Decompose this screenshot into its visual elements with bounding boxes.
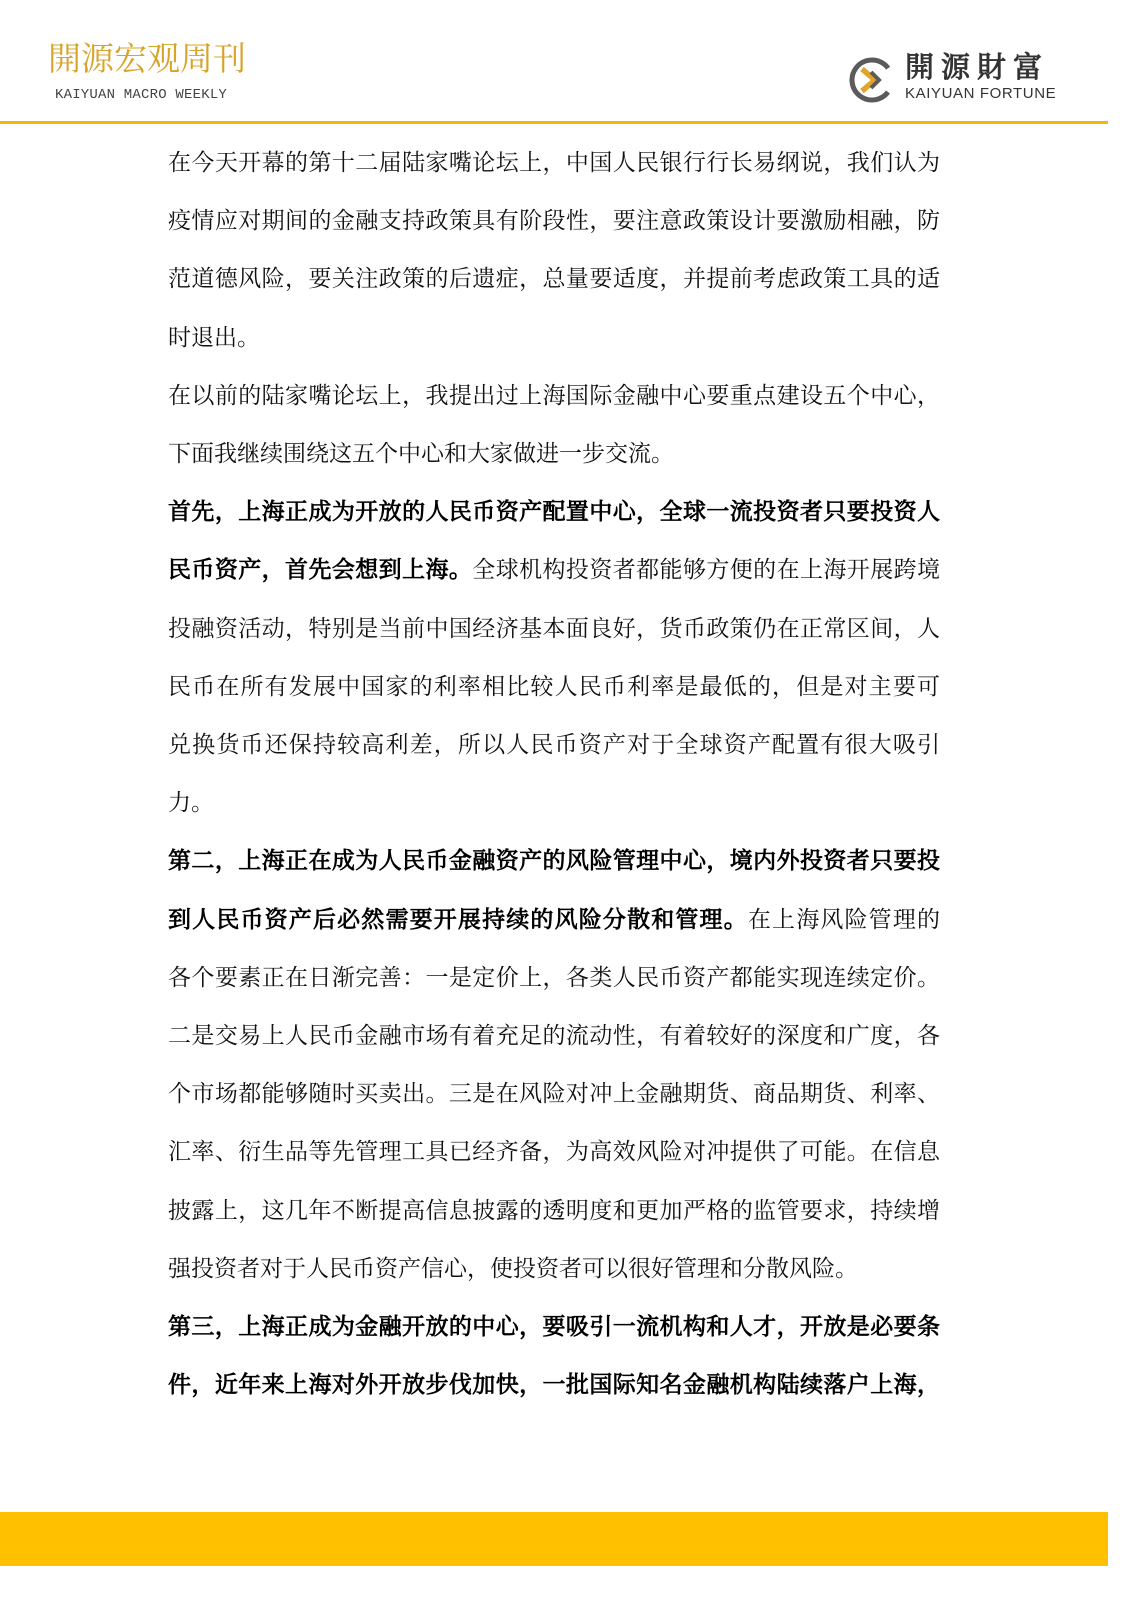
body-text: 各个要素正在日渐完善：一是定价上，各类人民币资产都能实现连续定价。 xyxy=(168,964,940,991)
body-text: 二是交易上人民币金融市场有着充足的流动性，有着较好的深度和广度，各 xyxy=(168,1023,940,1050)
text-line xyxy=(168,1123,940,1181)
text-line xyxy=(168,949,940,1007)
report-title: 開源宏观周刊 xyxy=(48,39,246,78)
kaiyuan-emblem-icon xyxy=(848,56,896,104)
report-subtitle: KAIYUAN MACRO WEEKLY xyxy=(55,87,228,103)
text-line xyxy=(168,658,940,716)
text-line xyxy=(168,1240,940,1298)
text-line xyxy=(168,1065,940,1123)
body-text: 投融资活动，特别是当前中国经济基本面良好，货币政策仍在正常区间，人 xyxy=(168,615,940,642)
text-line xyxy=(168,832,940,890)
body-text: 在上海风险管理的 xyxy=(747,906,941,933)
text-line xyxy=(168,716,940,774)
body-text: 力。 xyxy=(168,790,214,817)
text-line xyxy=(168,250,940,308)
emphasis-text: 到人民币资产后必然需要开展持续的风险分散和管理。 xyxy=(168,906,748,933)
body-text: 下面我继续围绕这五个中心和大家做进一步交流。 xyxy=(168,441,674,468)
text-line xyxy=(168,1007,940,1065)
footer-bar xyxy=(0,1512,1108,1566)
brand-logo xyxy=(848,50,1068,108)
text-line xyxy=(168,541,940,599)
logo-name-cn: 開源財富 xyxy=(905,50,1050,84)
body-text: 个市场都能够随时买卖出。三是在风险对冲上金融期货、商品期货、利率、 xyxy=(168,1081,940,1108)
text-line xyxy=(168,192,940,250)
logo-name-en: KAIYUAN FORTUNE xyxy=(905,85,1057,102)
body-text: 范道德风险，要关注政策的后遗症，总量要适度，并提前考虑政策工具的适 xyxy=(168,266,940,293)
emphasis-text: 第三，上海正成为金融开放的中心，要吸引一流机构和人才，开放是必要条 xyxy=(168,1314,940,1341)
body-text: 汇率、衍生品等先管理工具已经齐备，为高效风险对冲提供了可能。在信息 xyxy=(168,1139,940,1166)
body-text: 兑换货币还保持较高利差，所以人民币资产对于全球资产配置有很大吸引 xyxy=(168,732,940,759)
text-line xyxy=(168,1356,940,1414)
text-line xyxy=(168,1182,940,1240)
article-paragraph xyxy=(168,1298,940,1414)
body-text: 在以前的陆家嘴论坛上，我提出过上海国际金融中心要重点建设五个中心， xyxy=(168,382,940,409)
text-line xyxy=(168,600,940,658)
article-paragraph xyxy=(168,483,940,832)
emphasis-text: 第二，上海正在成为人民币金融资产的风险管理中心，境内外投资者只要投 xyxy=(168,848,940,875)
article-paragraph xyxy=(168,134,940,367)
body-text: 民币在所有发展中国家的利率相比较人民币利率是最低的，但是对主要可 xyxy=(168,673,940,700)
text-line xyxy=(168,309,940,367)
article-body xyxy=(168,134,940,1414)
article-paragraph xyxy=(168,832,940,1298)
text-line xyxy=(168,774,940,832)
emphasis-text: 民币资产，首先会想到上海。 xyxy=(168,557,473,584)
text-line xyxy=(168,891,940,949)
body-text: 强投资者对于人民币资产信心，使投资者可以很好管理和分散风险。 xyxy=(168,1255,858,1282)
page-header xyxy=(0,0,1131,124)
body-text: 全球机构投资者都能够方便的在上海开展跨境 xyxy=(472,557,940,584)
emphasis-text: 首先，上海正成为开放的人民币资产配置中心，全球一流投资者只要投资人 xyxy=(168,499,940,526)
body-text: 披露上，这几年不断提高信息披露的透明度和更加严格的监管要求，持续增 xyxy=(168,1197,940,1224)
text-line xyxy=(168,1298,940,1356)
emphasis-text: 件，近年来上海对外开放步伐加快，一批国际知名金融机构陆续落户上海， xyxy=(168,1372,940,1399)
body-text: 疫情应对期间的金融支持政策具有阶段性，要注意政策设计要激励相融，防 xyxy=(168,208,940,235)
body-text: 时退出。 xyxy=(168,324,260,351)
article-paragraph xyxy=(168,367,940,483)
text-line xyxy=(168,425,940,483)
text-line xyxy=(168,483,940,541)
body-text: 在今天开幕的第十二届陆家嘴论坛上，中国人民银行行长易纲说，我们认为 xyxy=(168,150,940,176)
header-divider xyxy=(0,121,1108,124)
text-line xyxy=(168,367,940,425)
text-line xyxy=(168,134,940,192)
kaiyuan-emblem-graphic xyxy=(848,56,896,104)
